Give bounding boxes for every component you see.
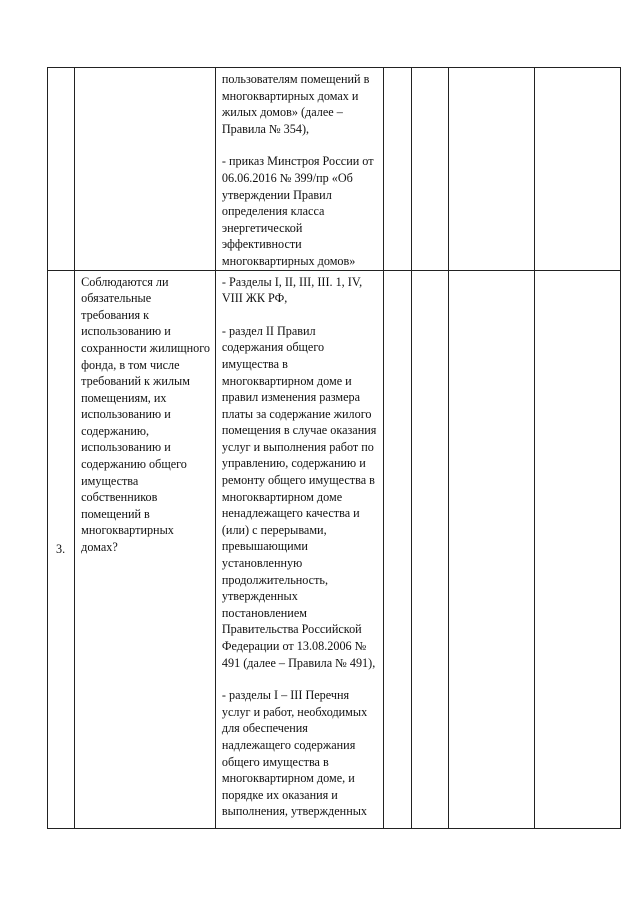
checklist-table: [47, 67, 621, 829]
reference-paragraph: пользователям помещений в многоквартирных домах и жилых домов» (далее – Правила № 354),: [221, 72, 370, 136]
row-number-cell: [48, 270, 75, 828]
note-cell: [534, 270, 620, 828]
question-text: Соблюдаются ли обязательные требования к использованию и сохранности жилищного фонда, в том числе требований к жилым помещениям, их использованию и содержанию, использованию и содержанию общего имущества собственников помещений в многоквартирных домах?: [81, 274, 211, 555]
question-cell: [75, 68, 216, 271]
question-cell: [75, 270, 216, 828]
answer-na-cell: [449, 270, 534, 828]
table-row: [48, 68, 621, 271]
answer-yes-cell: [383, 68, 411, 271]
row-number-cell: [48, 68, 75, 271]
table-row: [48, 270, 621, 828]
answer-no-cell: [411, 68, 448, 271]
reference-paragraph: - Разделы I, II, III, III. 1, IV, VIII ЖК РФ,: [221, 274, 363, 306]
row-number: 3.: [56, 541, 66, 556]
reference-paragraph: - разделы I – III Перечня услуг и работ, необходимых для обеспечения надлежащего содержания общего имущества в многоквартирном доме, и порядке их оказания и выполнения, утвержденных: [221, 688, 368, 819]
note-cell: [534, 68, 620, 271]
question-text: [75, 68, 215, 71]
reference-paragraph: - приказ Минстроя России от 06.06.2016 № 399/пр «Об утверждении Правил определения класса энергетической эффективности многоквартирных домов»: [221, 154, 374, 268]
reference-paragraph: - раздел II Правил содержания общего имущества в многоквартирном доме и правил изменения размера платы за содержание жилого помещения в случае оказания услуг и выполнения работ по управлению, содержанию и ремонту общего имущества в многоквартирном доме ненадлежащего качества и (или) с перерывами, превышающими установленную продолжительность, утвержденных постановлением Правительства Российской Федерации от 13.08.2006 № 491 (далее – Правила № 491),: [221, 323, 377, 670]
references-cell: [215, 68, 383, 271]
answer-yes-cell: [383, 270, 411, 828]
answer-no-cell: [411, 270, 448, 828]
answer-na-cell: [449, 68, 534, 271]
references-cell: [215, 270, 383, 828]
